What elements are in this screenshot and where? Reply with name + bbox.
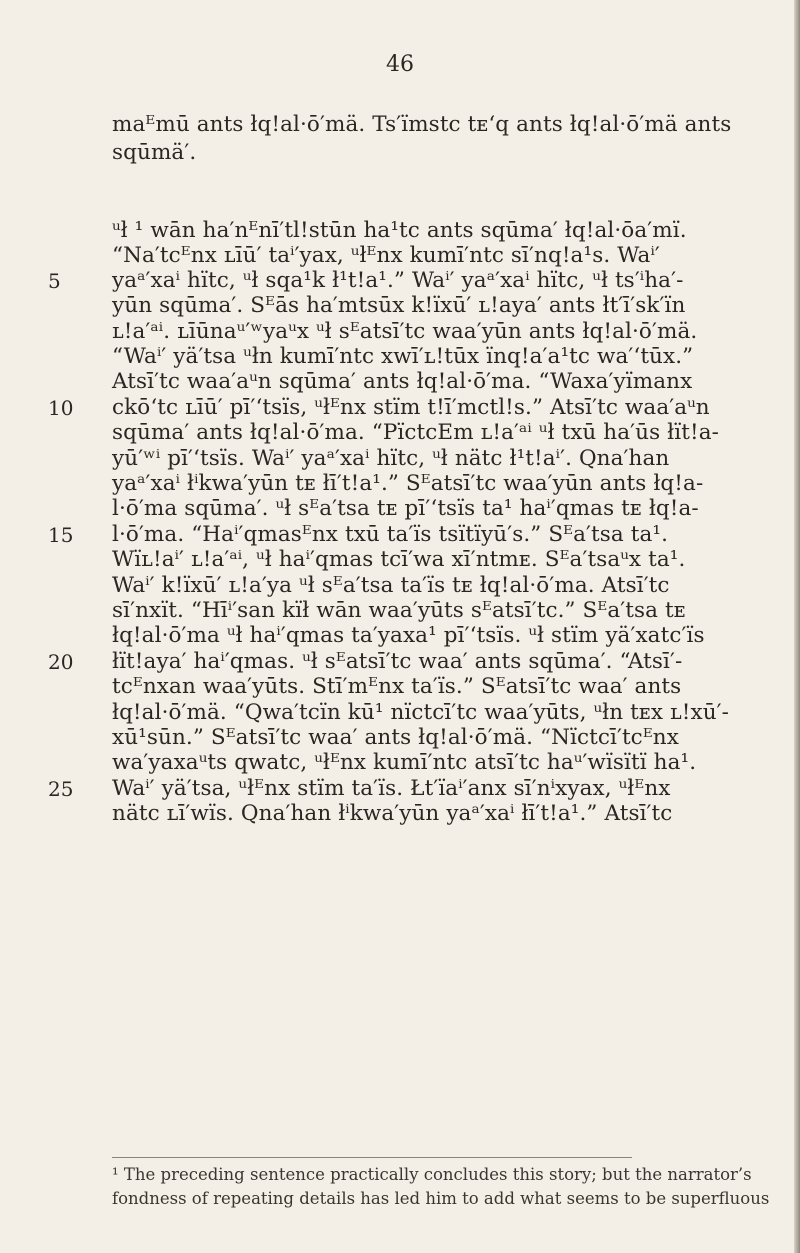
text-line: yaᵃ′xaⁱ hïtc, ᵘł sqa¹k ł¹t!a¹.” Waⁱ′ yaᵃ′xaⁱ hïtc, ᵘł ts′ⁱha′- — [112, 268, 684, 293]
text-line: Waⁱ′ yä′tsa, ᵘłᴱnx stïm ta′ïs. Łt′ïaⁱ′anx sī′nⁱxyax, ᵘłᴱnx — [112, 776, 671, 801]
text-line: łït!aya′ haⁱ′qmas. ᵘł sᴱatsī′tc waa′ ants sqūma′. “Atsī′- — [112, 649, 683, 674]
footnote-line-1: ¹ The preceding sentence practically concludes this story; but the narrator’s — [112, 1165, 752, 1184]
text-line: Atsī′tc waa′aᵘn sqūma′ ants łq!al·ō′ma. “Waxa′yïmanx — [112, 369, 693, 394]
text-line: nätc ʟī′wïs. Qna′han łⁱkwa′yūn yaᵃ′xaⁱ łī′t!a¹.” Atsī′tc — [112, 801, 673, 826]
text-line: l·ō′ma. “Haⁱ′qmasᴱnx txū ta′ïs tsïtïyū′s.” Sᴱa′tsa ta¹. — [112, 522, 669, 547]
text-line: maᴱmū ants łq!al·ō′mä. Ts′ïmstc tᴇ‘q ants łq!al·ō′mä ants — [112, 112, 732, 137]
text-line: sqūmä′. — [112, 140, 197, 165]
line-number: 10 — [48, 396, 74, 420]
text-line: yū′ʷⁱ pī′‘tsïs. Waⁱ′ yaᵃ′xaⁱ hïtc, ᵘł nätc ł¹t!aⁱ′. Qna′han — [112, 446, 670, 471]
text-line: sqūma′ ants łq!al·ō′ma. “PïctcEm ʟ!a′ᵃⁱ ᵘł txū ha′ūs łït!a- — [112, 420, 719, 445]
footnote-rule — [112, 1157, 632, 1158]
text-line: ᵘł ¹ wān ha′nᴱnī′tl!stūn ha¹tc ants sqūma′ łq!al·ōa′mï. — [112, 218, 687, 243]
line-number: 25 — [48, 777, 74, 801]
text-line: ckō‘tc ʟīū′ pī′‘tsïs, ᵘłᴱnx stïm t!ī′mctl!s.” Atsī′tc waa′aᵘn — [112, 395, 710, 420]
page-number: 46 — [386, 52, 414, 77]
text-line: łq!al·ō′mä. “Qwa′tcïn kū¹ nïctcī′tc waa′yūts, ᵘłn tᴇx ʟ!xū′- — [112, 700, 730, 725]
text-line: ʟ!a′ᵃⁱ. ʟīūnaᵘ′ʷyaᵘx ᵘł sᴱatsī′tc waa′yūn ants łq!al·ō′mä. — [112, 319, 698, 344]
text-line: Wïʟ!aⁱ′ ʟ!a′ᵃⁱ, ᵘł haⁱ′qmas tcī′wa xī′ntmᴇ. Sᴱa′tsaᵘx ta¹. — [112, 547, 686, 572]
text-line: łq!al·ō′ma ᵘł haⁱ′qmas ta′yaxa¹ pī′‘tsïs. ᵘł stïm yä′xatc′ïs — [112, 623, 705, 648]
text-line: yaᵃ′xaⁱ łⁱkwa′yūn tᴇ łī′t!a¹.” Sᴱatsī′tc waa′yūn ants łq!a- — [112, 471, 704, 496]
line-number: 5 — [48, 269, 61, 293]
text-line: xū¹sūn.” Sᴱatsī′tc waa′ ants łq!al·ō′mä. “Nïctcī′tcᴱnx — [112, 725, 679, 750]
text-line: tcᴱnxan waa′yūts. Stī′mᴱnx ta′ïs.” Sᴱatsī′tc waa′ ants — [112, 674, 682, 699]
text-line: wa′yaxaᵘts qwatc, ᵘłᴱnx kumī′ntc atsī′tc haᵘ′wïsïtï ha¹. — [112, 750, 697, 775]
footnote-line-2: fondness of repeating details has led him to add what seems to be superfluous — [112, 1189, 770, 1208]
text-line: Waⁱ′ k!ïxū′ ʟ!a′ya ᵘł sᴱa′tsa ta′ïs tᴇ łq!al·ō′ma. Atsī′tc — [112, 573, 670, 598]
text-line: yūn sqūma′. Sᴱās ha′mtsūx k!ïxū′ ʟ!aya′ ants łt′ī′sk′ïn — [112, 293, 686, 318]
page-edge — [794, 0, 800, 1253]
line-number: 20 — [48, 650, 74, 674]
text-line: “Na′tcᴱnx ʟīū′ taⁱ′yax, ᵘłᴱnx kumī′ntc sī′nq!a¹s. Waⁱ′ — [112, 243, 660, 268]
text-line: sī′nxït. “Hīⁱ′san kïł wān waa′yūts sᴱatsī′tc.” Sᴱa′tsa tᴇ — [112, 598, 686, 623]
text-line: l·ō′ma sqūma′. ᵘł sᴱa′tsa tᴇ pī′‘tsïs ta¹ haⁱ′qmas tᴇ łq!a- — [112, 496, 699, 521]
text-line: “Waⁱ′ yä′tsa ᵘłn kumī′ntc xwī′ʟ!tūx ïnq!a′a¹tc wa′‘tūx.” — [112, 344, 694, 369]
line-number: 15 — [48, 523, 74, 547]
